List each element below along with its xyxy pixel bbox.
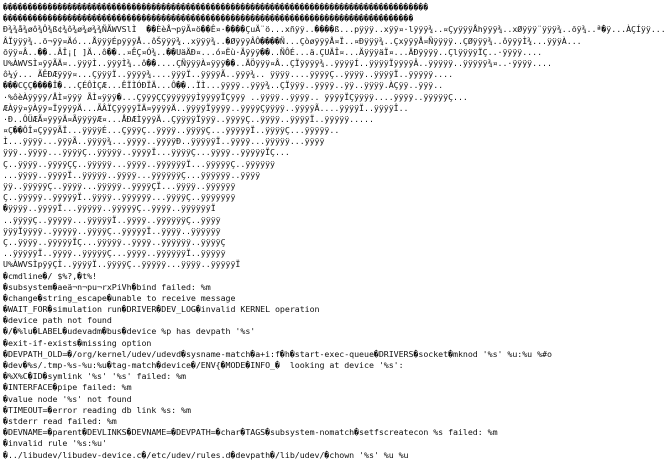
- text-line: Ç..ÿÿÿÿ..ÿÿÿÿÿÏÇ...ÿÿÿÿÿ..ÿÿÿÿ..ÿÿÿÿÿÿ..ÿÿÿÿÇ: [3, 236, 226, 247]
- text-line: ÿÿÿÏÿÿÿÿ..ÿÿÿÿÿ..ÿÿÿÿÇ..ÿÿÿÿÿÏ..ÿÿÿÿ..ÿÿÿÿÿÿ: [3, 225, 221, 236]
- text-line: U%ÀWVSÌ¤ÿÿÃÄ¤..ÿÿÿÌ..ÿÿÿÌ¾..ô��....ÇÑÿÿÿÀ¤ÿÿÿ��..ÄÖÿÿÿ¤Â..ÇÏÿÿÿÿ¾..ÿÿÿÿÍ..ÿÿÿÿÏÿÿÿÿÂ..ÿÿÿÿÿ..ÿÿÿÿÿ¾¤..·ÿÿÿÿ....: [3, 57, 552, 68]
- text-line: �../libudev/libudev-device.c�/etc/udev/rules.d�devpath�/lib/udev/�chown '%s' %u %u: [3, 449, 409, 460]
- text-line: ô¼ý... ÃÊÐÆÿÿÿ¤...ÇÿÿÿÏ..ÿÿÿÿ¾....ÿÿÿÏ..ÿÿÿÿÃ..ÿÿÿ¾.. ÿÿÿÿ....ÿÿÿÿÇ..ÿÿÿÿ..ÿÿÿÿÏ..ÿÿÿÿÿ....: [3, 69, 454, 80]
- text-line: ..ÿÿÿÿÿÏ..ÿÿÿÿ..ÿÿÿÿÿÇ...ÿÿÿÿ..ÿÿÿÿÿÿÏ..ÿÿÿÿÿ: [3, 248, 226, 259]
- text-line: �WAIT_FOR�simulation run�DRIVER�DEV_LOG�invalid KERNEL operation: [3, 304, 320, 315]
- text-line: �value node '%s' not found: [3, 393, 132, 404]
- text-line: �invalid rule '%s:%u': [3, 438, 107, 449]
- text-line: �dev�%s/.tmp-%s-%u:%u�tag-match�device�/ENV{�MODE�INFO_� looking at device '%s':: [3, 360, 404, 370]
- text-line: �exit-if-exists�missing option: [3, 337, 152, 348]
- text-line: Ç..ÿÿÿÿ..ÿÿÿÿÇÇ..ÿÿÿÿÿ...ÿÿÿÿ..ÿÿÿÿÿÿÏ...ÿÿÿÿÿÇ..ÿÿÿÿÿÿ: [3, 158, 275, 169]
- text-line: �%X%C�ID�symlink '%s' '%s' failed: %m: [3, 371, 186, 382]
- text-line: U%ÀWVSÌpÿÿÇÌ..ÿÿÿÿÏ..ÿÿÿÿÇ..ÿÿÿÿÿ...ÿÿÿÿ..ÿÿÿÿÿÏ: [3, 259, 241, 270]
- text-line: �TIMEOUT=�error reading db link %s: %m: [3, 404, 191, 415]
- text-line: ÿÿ..ÿÿÿÿÿÇ..ÿÿÿÿ...ÿÿÿÿÿ..ÿÿÿÿÇÏ...ÿÿÿÿ..ÿÿÿÿÿÿ: [3, 181, 236, 191]
- text-line: Ð¾¾å¾øô¾Ô¾ß¢¾ô¾ø¾ø¾¾ÑÃWVSlÌ ��ÈèÅ¬pÿÃ¤ö��Ê¤·����ÇuÄ¨ö...xñÿÿ..����ß...pÿÿÿ..xÿÿ¤·lÿÿÿ¾..¤ÇyÿÿÿÅhÿÿÿ¾..xØÿÿÿ¨ÿÿÿ¾..õÿ¾..ª�ÿ...ÀÇÍÿÿ...: [3, 24, 666, 35]
- text-line: �����������������������������������������������������������������������������������: [3, 13, 414, 24]
- text-line: ��������������������������������������������������������������������������������������: [3, 2, 429, 12]
- text-line: ..ÿÿÿÿÇ..ÿÿÿÿÿ...ÿÿÿÿÿÏ..ÿÿÿÿ..ÿÿÿÿÿÿÇ..ÿÿÿÿ: [3, 214, 221, 225]
- text-line: ¤Ç��ÔÎ¤ÇÿÿÿÃÏ...ÿÿÿÿÉ...ÇÿÿÿÇ..ÿÿÿÿ..ÿÿÿÿÇ...ÿÿÿÿÿÏ..ÿÿÿÿÇ...ÿÿÿÿÿ..: [3, 125, 340, 136]
- text-line: �ÿÿÿÿ..ÿÿÿÿÏ...ÿÿÿÿÿ..ÿÿÿÿÿÇ..ÿÿÿÿ..ÿÿÿÿÿÿÏ: [3, 203, 216, 214]
- text-line: ÆÀÿÿ¤ÿÀÿÿ¤ÏÿÿÿÿÄ...ÃÂÏÇÿÿÿÿÏÄ¤ÿÿÿÿÄ..ÿÿÿÿÏÿÿÿÿ..ÿÿÿÿÇÿÿÿÿ..ÿÿÿÿÃ....ÿÿÿÿÏ..ÿÿÿÿÎ..: [3, 102, 409, 113]
- text-line: �change�string_escape�unable to receive message: [3, 292, 236, 303]
- text-line: õÿÿ¤Â..��..ÂÎ¡[ ]Ä..ô��..¤ÊÇ¤Ó¾..��UäÄÐ¤...ó¤Ëù·Äÿÿÿ��..ÑÔÉ...ä.ÇUÄÎ¤...ÄÿÿÿäÏ¤...ÄÐÿÿÿÿ..ÇlÿÿÿÿÏÇ..·ÿÿÿÿ....: [3, 46, 543, 57]
- text-line: Ç..ÿÿÿÿÿ..ÿÿÿÿÿÏ..ÿÿÿÿ..ÿÿÿÿÿÿ...ÿÿÿÿÇ..ÿÿÿÿÿÿÿ: [3, 192, 236, 203]
- text-line: ·Ð..ÔÜÆÃ¤ÿÿÿÄ¤ÃÿÿÿÿÆ¤...ÅÐÆÌÿÿÿÄ..ÇÿÿÿÿÏÿÿÿ..ÿÿÿÿÇ..ÿÿÿÿ..ÿÿÿÿÏ..ÿÿÿÿÿ.....: [3, 113, 374, 124]
- text-line: �/�%lu�LABEL�udevadm�bus�device %p has devpath '%s': [3, 326, 256, 337]
- text-line: �DEVPATH_OLD=�/org/kernel/udev/udevd�sysname-match�a+i:f�h�start-exec-queue�DRIVERS�socket�mknod '%s' %u:%u %#o: [3, 348, 552, 359]
- text-line: �cmdline�/ $%?,�t%!: [3, 270, 97, 281]
- text-line: �device path not found: [3, 315, 112, 326]
- text-line: ÿÿÿ..ÿÿÿÿ...ÿÿÿÿÇ..ÿÿÿÿÿ..ÿÿÿÿÏ...ÿÿÿÿÇ...ÿÿÿÿ..ÿÿÿÿÿÏÇ...: [3, 147, 290, 158]
- text-line: ÂÏÿÿÿ¾..õ¬ÿÿ¤Äó...ÅÿÿÿÉpÿÿÿÅ..ôŠÿÿÿ¾..xÿÿÿ¾..�ØÿÿÿÂÔ����Ñ...ÇòøÿÿÿÅ¤Ï..¤Ðÿÿÿ¾..ÇxÿÿÿÅ¤Ñÿÿÿÿ..ÇØÿÿÿ¾..ôÿÿÿÌ¾...ÿÿÿÀ...: [3, 35, 582, 46]
- text-line: Ì...ÿÿÿÿ...ÿÿÿÃ..ÿÿÿÿ¾...ÿÿÿÿ..ÿÿÿÿÐ..ÿÿÿÿÿÏ..ÿÿÿÿ...ÿÿÿÿÿ...ÿÿÿÿ: [3, 136, 325, 147]
- text-line: �subsystem�aeä¬n¬pu¬rxPiVh�bind failed: %m: [3, 281, 211, 292]
- text-line: �INTERFACE�pipe failed: %m: [3, 382, 132, 393]
- text-line: �DEVNAME=�parent�DEVLINKS�DEVNAME=�DEVPATH=�char�TAGS�subsystem-nomatch�setfscreatecon %s failed: %m: [3, 427, 498, 438]
- text-line: �stderr read failed: %m: [3, 415, 117, 426]
- text-line: ...ÿÿÿÿ..ÿÿÿÿÏ..ÿÿÿÿÿ..ÿÿÿÿ...ÿÿÿÿÿÿÇ...ÿÿÿÿÿÿ..ÿÿÿÿ: [3, 169, 261, 180]
- text-line: ���CÇÇ����Î�...ÇÉÔÌÇÆ...ÊÏÌÓÐÏÄ...Ô��..ÏÌ...ÿÿÿÿ..ÿÿÿ¾..ÇÏÿÿÿ..ÿÿÿÿ..ÿÿ..ÿÿÿÿ.ÀÇÿÿ..ÿÿÿ..: [3, 80, 444, 91]
- text-line: ·%ôèÀÿÿÿÿ/ÅÌ¤ÿÿÿ ÃÌ¤ÿÿÿ�...ÇÿÿÿÇÇÿÿÿÿÿÿÌÿÿÿÿÏÇÿÿÿ ..ÿÿÿÿ..ÿÿÿÿ.. ÿÿÿÿÏÇÿÿÿÿ....ÿÿÿÿ..ÿÿÿÿÿÇ...: [3, 91, 468, 102]
